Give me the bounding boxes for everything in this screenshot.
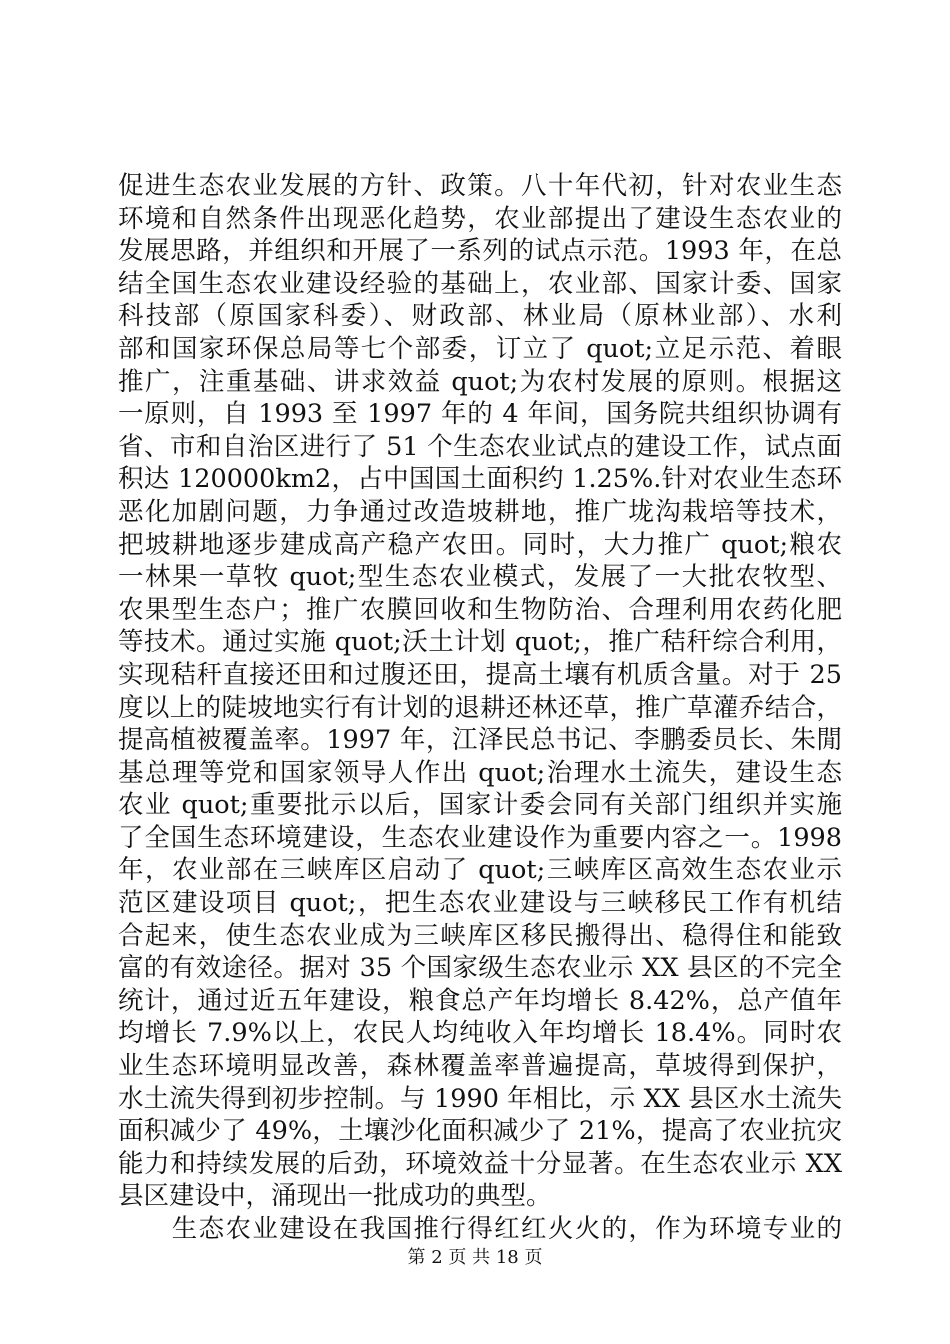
text-line: 均增长 7.9%以上，农民人均纯收入年均增长 18.4%。同时农 (118, 1018, 842, 1049)
text-line: 积达 120000km2，占中国国土面积约 1.25%.针对农业生态环 (118, 464, 842, 495)
text-line: 农业 quot;重要批示以后，国家计委会同有关部门组织并实施 (118, 790, 842, 821)
text-line: 把坡耕地逐步建成高产稳产农田。同时，大力推广 quot;粮农 (118, 529, 842, 560)
text-line: 合起来，使生态农业成为三峡库区移民搬得出、稳得住和能致 (118, 920, 842, 951)
text-line: 县区建设中，涌现出一批成功的典型。 (118, 1181, 552, 1212)
text-line: 水土流失得到初步控制。与 1990 年相比，示 XX 县区水土流失 (118, 1083, 842, 1114)
text-line: 实现秸秆直接还田和过腹还田，提高土壤有机质含量。对于 25 (118, 659, 842, 690)
text-line: 环境和自然条件出现恶化趋势，农业部提出了建设生态农业的 (118, 203, 842, 234)
text-line: 等技术。通过实施 quot;沃土计划 quot;，推广秸秆综合利用， (118, 627, 842, 658)
text-line: 科技部（原国家科委）、财政部、林业局（原林业部）、水利 (118, 301, 842, 332)
text-line: 部和国家环保总局等七个部委，订立了 quot;立足示范、着眼 (118, 333, 842, 364)
text-line: 基总理等党和国家领导人作出 quot;治理水土流失，建设生态 (118, 757, 842, 788)
text-line: 促进生态农业发展的方针、政策。八十年代初，针对农业生态 (118, 171, 842, 201)
body-text (118, 170, 842, 1246)
text-line: 农果型生态户；推广农膜回收和生物防治、合理利用农药化肥 (118, 594, 842, 625)
text-line: 范区建设项目 quot;，把生态农业建设与三峡移民工作有机结 (118, 888, 842, 919)
text-line: 恶化加剧问题，力争通过改造坡耕地，推广垅沟栽培等技术， (118, 496, 842, 527)
text-line: 年，农业部在三峡库区启动了 quot;三峡库区高效生态农业示 (118, 855, 842, 886)
text-line: 面积减少了 49%，土壤沙化面积减少了 21%，提高了农业抗灾 (118, 1116, 842, 1147)
text-line: 度以上的陡坡地实行有计划的退耕还林还草，推广草灌乔结合， (118, 692, 842, 723)
text-line: 了全国生态环境建设，生态农业建设作为重要内容之一。1998 (118, 822, 842, 853)
text-line: 能力和持续发展的后劲，环境效益十分显著。在生态农业示 XX (118, 1148, 842, 1179)
text-line: 业生态环境明显改善，森林覆盖率普遍提高，草坡得到保护， (118, 1051, 842, 1082)
text-line: 富的有效途径。据对 35 个国家级生态农业示 XX 县区的不完全 (118, 953, 842, 984)
text-line: 一林果一草牧 quot;型生态农业模式，发展了一大批农牧型、 (118, 562, 842, 593)
text-line: 统计，通过近五年建设，粮食总产年均增长 8.42%，总产值年 (118, 985, 842, 1016)
text-line: 省、市和自治区进行了 51 个生态农业试点的建设工作，试点面 (118, 431, 842, 462)
text-line: 提高植被覆盖率。1997 年，江泽民总书记、李鹏委员长、朱閒 (118, 725, 842, 756)
page-number-footer: 第 2 页 共 18 页 (407, 1247, 543, 1268)
text-line: 一原则，自 1993 至 1997 年的 4 年间，国务院共组织协调有 (118, 399, 842, 430)
text-line: 结全国生态农业建设经验的基础上，农业部、国家计委、国家 (118, 268, 842, 299)
text-line: 生态农业建设在我国推行得红红火火的，作为环境专业的 (118, 1214, 842, 1244)
text-line: 发展思路，并组织和开展了一系列的试点示范。1993 年，在总 (118, 236, 842, 267)
text-line: 推广，注重基础、讲求效益 quot;为农村发展的原则。根据这 (118, 366, 842, 397)
